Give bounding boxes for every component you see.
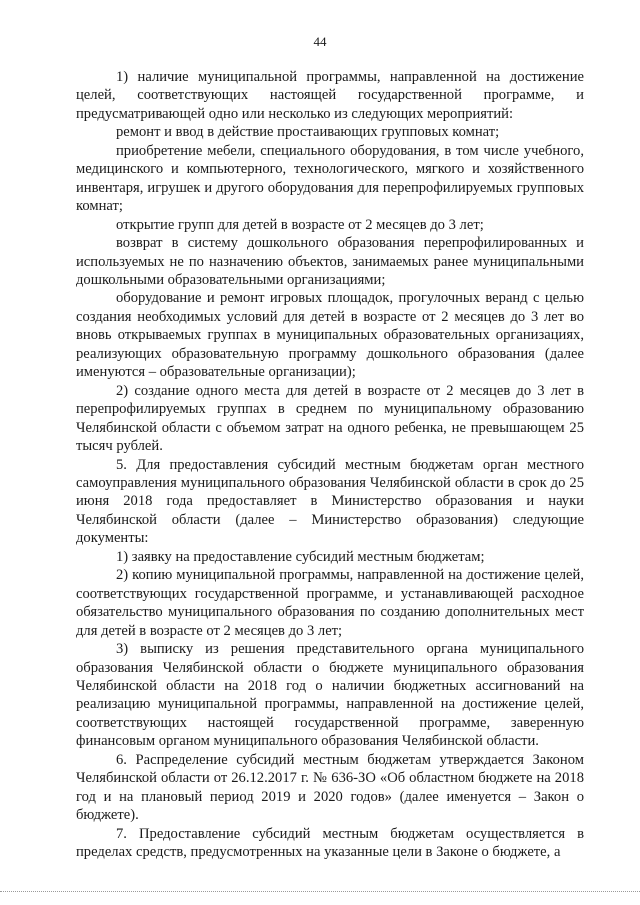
paragraph-program-copy: 2) копию муниципальной программы, направленной на достижение целей, соответствующих государственной программе, и устанавливающей расходное обязательство муниципального образования по созданию дополнительных мест для детей в возрасте от 2 месяцев до 3 лет; bbox=[76, 567, 584, 639]
paragraph-municipal-program: 1) наличие муниципальной программы, направленной на достижение целей, соответствующих настоящей государственной программе, и предусматривающей одно или несколько из следующих мероприятий: bbox=[76, 69, 584, 122]
paragraph-decision-extract: 3) выписку из решения представительного органа муниципального образования Челябинской области о бюджете муниципального образования Челябинской области на 2018 год о наличии бюджетных ассигнований на реализацию муниципальной программы, направленной на достижение целей, соответствующих настоящей государственной программе, заверенную финансовым органом муниципального образования Челябинской области. bbox=[76, 641, 584, 750]
paragraph-place-cost: 2) создание одного места для детей в возрасте от 2 месяцев до 3 лет в перепрофилируемых группах в среднем по муниципальному образованию Челябинской области с объемом затрат на одного ребенка, не превышающем 25 тысяч рублей. bbox=[76, 382, 584, 455]
page-bottom-divider bbox=[0, 891, 640, 892]
paragraph-application: 1) заявку на предоставление субсидий местным бюджетам; bbox=[116, 548, 485, 565]
paragraph-repair-group-rooms: ремонт и ввод в действие простаивающих групповых комнат; bbox=[116, 124, 500, 141]
paragraph-open-groups: открытие групп для детей в возрасте от 2 месяцев до 3 лет; bbox=[116, 216, 484, 233]
page-number: 44 bbox=[313, 34, 327, 49]
paragraph-playgrounds: оборудование и ремонт игровых площадок, прогулочных веранд с целью создания необходимых условий для детей в возрасте от 2 месяцев до 3 лет во вновь открываемых группах в муниципальных образовательных организациях, реализующих образовательную программу дошкольного образования (далее именуются – образовательные организации); bbox=[76, 290, 584, 381]
paragraph-item-7: 7. Предоставление субсидий местным бюджетам осуществляется в пределах средств, предусмотренных на указанные цели в Законе о бюджете, а bbox=[76, 825, 584, 861]
paragraph-furniture-equipment: приобретение мебели, специального оборудования, в том числе учебного, медицинского и компьютерного, технологического, мягкого и хозяйственного инвентаря, игрушек и другого оборудования для перепрофилируемых групповых комнат; bbox=[76, 142, 584, 215]
document-body bbox=[76, 68, 584, 861]
paragraph-item-5: 5. Для предоставления субсидий местным бюджетам орган местного самоуправления муниципального образования Челябинской области в срок до 25 июня 2018 года предоставляет в Министерство образования и науки Челябинской области (далее – Министерство образования) следующие документы: bbox=[76, 456, 584, 547]
paragraph-item-6: 6. Распределение субсидий местным бюджетам утверждается Законом Челябинской области от 26.12.2017 г. № 636-ЗО «Об областном бюджете на 2018 год и на плановый период 2019 и 2020 годов» (далее именуется – Закон о бюджете). bbox=[76, 751, 584, 824]
paragraph-return-objects: возврат в систему дошкольного образования перепрофилированных и используемых не по назначению объектов, занимаемых ранее муниципальными дошкольными образовательными организациями; bbox=[76, 235, 584, 288]
